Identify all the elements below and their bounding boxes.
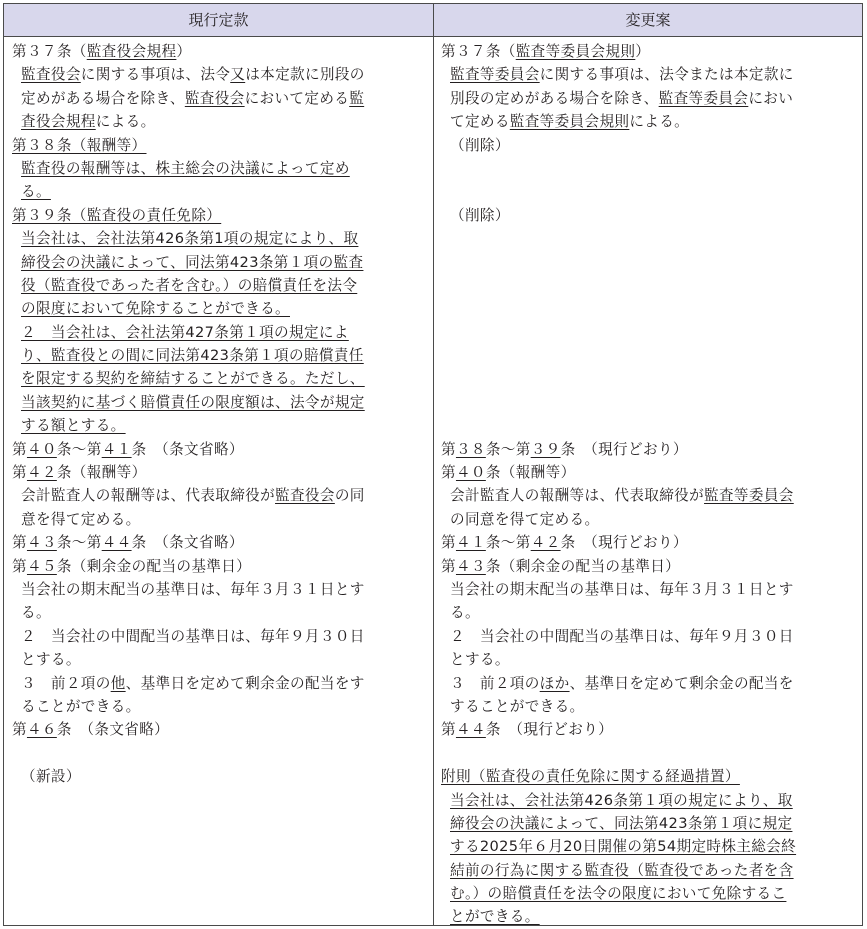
article-42-title: 第４２条（報酬等） — [12, 464, 147, 482]
article-39-text: する額とする。 — [21, 417, 126, 435]
proposed-article-38-39: 第３８条～第３９条 （現行どおり） — [441, 440, 688, 458]
article-45-text: 当会社の期末配当の基準日は、毎年３月３１日とす — [21, 581, 365, 598]
article-39-title: 第３９条（監査役の責任免除） — [12, 206, 222, 224]
supplementary-provision-text: とができる。 — [450, 908, 540, 926]
article-45-title: 第４５条（剰余金の配当の基準日） — [12, 557, 252, 575]
article-43-44: 第４３条～第４４条 （条文省略） — [12, 534, 244, 552]
article-39-text: 役（監査役であった者を含む。）の賠償責任を法令 — [21, 276, 358, 294]
article-40-41: 第４０条～第４１条 （条文省略） — [12, 440, 244, 458]
supplementary-provision-text: む。）の賠償責任を法令の限度において免除するこ — [450, 885, 787, 903]
article-39-text: 当該契約に基づく賠償責任の限度額は、法令が規定 — [21, 393, 365, 411]
supplementary-provision-title: 附則（監査役の責任免除に関する経過措置） — [441, 768, 740, 786]
proposed-article-37-text: 監査等委員会に関する事項は、法令または本定款に — [450, 66, 794, 84]
supplementary-provision-text: 当会社は、会社法第426条第１項の規定により、取 — [450, 791, 793, 809]
supplementary-provision-text: 締役会の決議によって、同法第423条第１項に規定 — [450, 814, 793, 832]
proposed-article-43-title: 第４３条（剰余金の配当の基準日） — [441, 557, 681, 575]
new-provision-label: （新設） — [21, 768, 81, 786]
header-current-articles: 現行定款 — [188, 11, 249, 29]
proposed-article-40-text: 会計監査人の報酬等は、代表取締役が監査等委員会 — [450, 487, 794, 505]
proposed-article-43-text: ３ 前２項のほか、基準日を定めて剰余金の配当を — [450, 674, 794, 692]
current-articles-column — [12, 40, 426, 789]
article-38-text: る。 — [21, 183, 51, 201]
article-45-text: とする。 — [21, 651, 81, 669]
proposed-article-43-text: とする。 — [450, 651, 510, 669]
proposed-article-40-text: の同意を得て定める。 — [450, 510, 600, 528]
proposed-article-37-text: 別段の定めがある場合を除き、監査等委員会におい — [450, 89, 794, 107]
proposed-article-43-text: る。 — [450, 604, 480, 622]
article-37-text: 定めがある場合を除き、監査役会において定める監 — [21, 89, 365, 107]
article-42-text: 会計監査人の報酬等は、代表取締役が監査役会の同 — [21, 487, 365, 505]
proposed-amendment-column — [441, 40, 855, 929]
article-45-text: ２ 当会社の中間配当の基準日は、毎年９月３０日 — [21, 627, 365, 645]
article-39-text: り、監査役との間に同法第423条第１項の賠償責任 — [21, 347, 364, 365]
proposed-article-44: 第４４条 （現行どおり） — [441, 721, 614, 739]
supplementary-provision-text: 結前の行為に関する監査役（監査役であった者を含 — [450, 861, 794, 879]
article-39-text: を限定する契約を締結することができる。ただし、 — [21, 370, 365, 388]
amendment-comparison-table — [3, 3, 863, 926]
proposed-article-43-text: ２ 当会社の中間配当の基準日は、毎年９月３０日 — [450, 627, 794, 645]
deleted-label: （削除） — [450, 136, 510, 154]
proposed-article-43-text: することができる。 — [450, 697, 585, 715]
proposed-article-41-42: 第４１条～第４２条 （現行どおり） — [441, 534, 688, 552]
proposed-article-37-text: て定める監査等委員会規則による。 — [450, 113, 690, 131]
article-37-title: 第３７条（監査役会規程） — [12, 43, 192, 60]
article-39-text: 当会社は、会社法第426条第1項の規定により、取 — [21, 230, 359, 248]
article-45-text: ることができる。 — [21, 697, 141, 715]
proposed-article-40-title: 第４０条（報酬等） — [441, 464, 576, 482]
proposed-article-37-title: 第３７条（監査等委員会規則） — [441, 43, 651, 60]
article-42-text: 意を得て定める。 — [21, 510, 141, 528]
article-45-text: ３ 前２項の他、基準日を定めて剰余金の配当をす — [21, 674, 365, 692]
proposed-article-43-text: 当会社の期末配当の基準日は、毎年３月３１日とす — [450, 580, 794, 598]
deleted-label: （削除） — [450, 206, 510, 224]
article-38-text: 監査役の報酬等は、株主総会の決議によって定め — [21, 159, 350, 177]
column-divider — [433, 4, 434, 925]
article-38-title: 第３８条（報酬等） — [12, 136, 147, 154]
article-45-text: る。 — [21, 604, 51, 622]
article-39-text: ２ 当会社は、会社法第427条第１項の規定によ — [21, 323, 349, 341]
supplementary-provision-text: する2025年６月20日開催の第54期定時株主総会終 — [450, 838, 797, 856]
article-39-text: の限度において免除することができる。 — [21, 300, 290, 318]
article-39-text: 締役会の決議によって、同法第423条第１項の監査 — [21, 253, 364, 271]
article-37-text: 監査役会に関する事項は、法令又は本定款に別段の — [21, 66, 365, 84]
article-46: 第４６条 （条文省略） — [12, 721, 170, 739]
article-37-text: 査役会規程による。 — [21, 113, 156, 131]
header-proposed-amendment: 変更案 — [625, 11, 671, 29]
